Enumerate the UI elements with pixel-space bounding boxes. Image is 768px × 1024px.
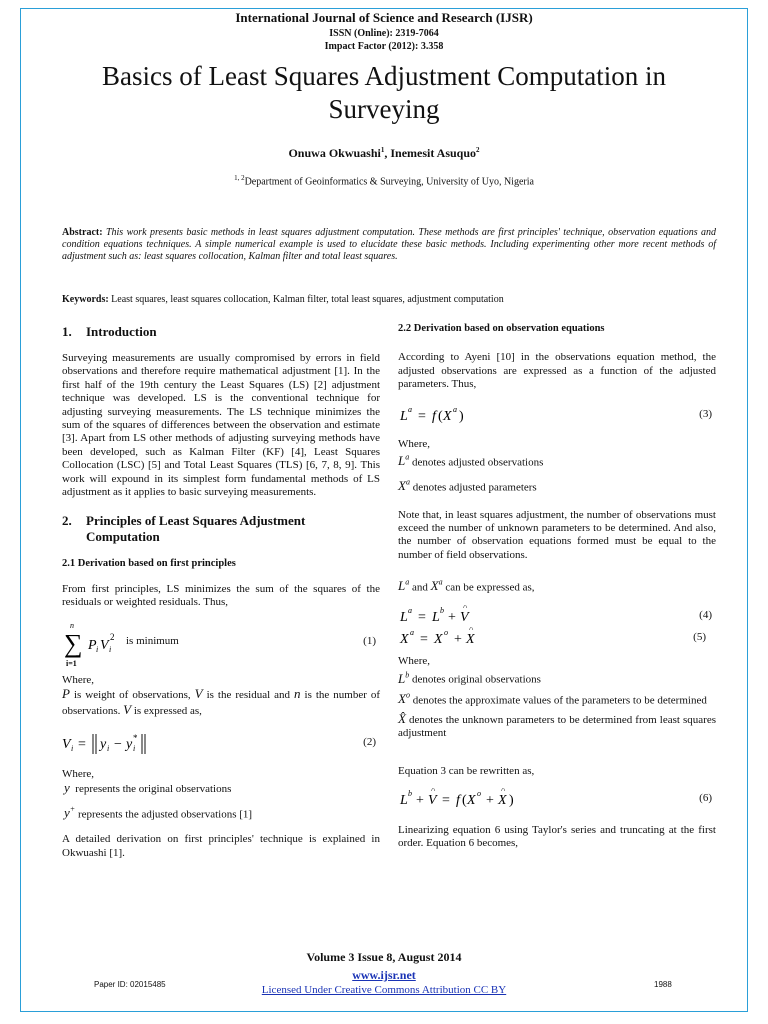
affiliation xyxy=(0,174,768,187)
svg-text:−: − xyxy=(114,736,122,752)
subsection-2-2-paragraph: According to Ayeni [10] in the observations equation method, the adjusted observations are expressed as a function of the adjusted parameters. Thus, xyxy=(398,351,716,391)
svg-text:X: X xyxy=(467,792,476,808)
license-link[interactable]: Licensed Under Creative Commons Attribution CC BY xyxy=(261,984,507,996)
section-1-number: 1. xyxy=(62,324,72,339)
equation-4 xyxy=(398,605,716,627)
svg-text:P: P xyxy=(88,637,97,653)
xhat-definition: X̂ denotes the unknown parameters to be determined from least squares adjustment xyxy=(398,710,716,740)
p-def-a: is weight of observations, xyxy=(73,689,191,702)
volume-issue: Volume 3 Issue 8, August 2014 xyxy=(306,950,462,964)
svg-text:a: a xyxy=(408,605,412,615)
section-2-number: 2. xyxy=(62,513,72,529)
journal-name: International Journal of Science and Research (IJSR) xyxy=(235,10,533,25)
equation-3-formula xyxy=(398,404,518,428)
abstract xyxy=(62,227,716,263)
equation-6-number: (6) xyxy=(699,791,712,804)
svg-text:+: + xyxy=(486,792,494,808)
equation-3 xyxy=(398,404,716,430)
svg-text:a: a xyxy=(408,404,412,414)
subsection-2-1-heading: 2.1 Derivation based on first principles xyxy=(62,558,236,570)
la-definition: $L^a$ denotes adjusted observations xyxy=(398,453,544,469)
abstract-label: Abstract: xyxy=(62,227,103,238)
svg-text:): ) xyxy=(459,408,464,424)
equation-2-formula xyxy=(62,730,222,758)
svg-text:V: V xyxy=(428,792,437,808)
svg-text:=: = xyxy=(420,631,428,647)
svg-text:=: = xyxy=(78,736,86,752)
lb-desc: denotes original observations xyxy=(411,673,541,686)
svg-text:V: V xyxy=(62,736,71,752)
svg-text:b: b xyxy=(408,788,412,798)
svg-text:^: ^ xyxy=(501,787,506,795)
svg-text:i: i xyxy=(71,743,74,753)
svg-text:=: = xyxy=(442,792,450,808)
page-number: 1988 xyxy=(654,980,672,989)
y-desc: represents the original observations xyxy=(75,783,232,796)
xhat-desc: denotes the unknown parameters to be determined from least squares adjustment xyxy=(398,713,716,740)
svg-text:b: b xyxy=(440,605,444,615)
subsection-2-2-heading: 2.2 Derivation based on observation equations xyxy=(398,323,605,334)
svg-text:+: + xyxy=(454,631,462,647)
svg-text:): ) xyxy=(509,792,514,808)
keywords-label: Keywords: xyxy=(62,294,109,305)
svg-text:f: f xyxy=(456,792,460,808)
equation-5 xyxy=(398,627,716,649)
svg-text:^: ^ xyxy=(463,604,468,612)
equation-3-number: (3) xyxy=(699,407,712,420)
svg-text:=: = xyxy=(418,609,426,625)
affiliation-text: Department of Geoinformatics & Surveying, University of Uyo, Nigeria xyxy=(244,176,534,188)
ystar-definition: y+ represents the adjusted observations [1] xyxy=(64,804,253,821)
svg-text:*: * xyxy=(133,732,138,743)
svg-text:V: V xyxy=(460,609,469,625)
author-2-sup: 2 xyxy=(476,146,480,154)
where-3: Where, xyxy=(398,437,431,450)
equation-1-number: (1) xyxy=(363,634,376,647)
svg-text:y: y xyxy=(126,736,133,752)
left-column xyxy=(62,324,380,860)
svg-text:V: V xyxy=(100,637,109,653)
author-1-sup: 1 xyxy=(380,146,385,154)
subsection-2-1-paragraph: From first principles, LS minimizes the sum of the squares of the residuals or weighted residuals. Thus, xyxy=(62,582,380,609)
svg-text:∑: ∑ xyxy=(64,628,83,658)
svg-text:i: i xyxy=(109,644,112,654)
section-1-heading xyxy=(62,324,380,340)
la-desc: denotes adjusted observations xyxy=(411,456,544,469)
p-def-c: is the xyxy=(304,689,330,702)
svg-text:X: X xyxy=(443,408,452,424)
equation-1-note: is minimum xyxy=(126,634,179,647)
authors: Onuwa Okwuashi$^1$, Inemesit Asuquo$^2$ xyxy=(288,146,480,160)
journal-url-link[interactable]: www.ijsr.net xyxy=(352,968,416,982)
la-xa-expressed: $L^a$ and $X^a$ can be expressed as, xyxy=(398,578,535,594)
symbol-definitions: P is weight of observations, V is the residual and n is the number of observations. V is expressed as, xyxy=(62,686,381,717)
and-word: and xyxy=(411,581,428,594)
svg-text:=: = xyxy=(418,408,426,424)
abstract-text: This work presents basic methods in least squares adjustment computation. These methods are first principles' technique, observation equations and condition equations techniques. A simple numerical example is used to elucidate these basic methods. Including experimenting other more recent methods of adjustment such as: least squares collocation, Kalman filter and total least squares. xyxy=(62,227,717,262)
ystar-desc: represents the adjusted observations [1] xyxy=(77,808,253,821)
eq3-rewrite: Equation 3 can be rewritten as, xyxy=(398,764,535,777)
svg-text:X: X xyxy=(466,631,475,647)
svg-text:a: a xyxy=(453,404,457,414)
svg-text:+: + xyxy=(448,609,456,625)
author-1: Onuwa Okwuashi xyxy=(288,146,381,160)
svg-text:o: o xyxy=(477,788,481,798)
svg-text:L: L xyxy=(400,609,408,625)
equation-1 xyxy=(62,618,380,670)
can-be-expressed: can be expressed as, xyxy=(445,581,535,594)
svg-text:i: i xyxy=(107,743,110,753)
section-2-title-b: Computation xyxy=(86,529,160,545)
where-2: Where, xyxy=(62,767,95,780)
linearizing-paragraph: Linearizing equation 6 using Taylor's series and truncating at the first order. Equation 6 becomes, xyxy=(398,823,716,850)
equation-5-number: (5) xyxy=(693,630,706,643)
final-paragraph: A detailed derivation on first principles' technique is explained in Okwuashi [1]. xyxy=(62,833,380,859)
paper-title xyxy=(0,60,768,126)
svg-text:(: ( xyxy=(438,408,443,424)
p-def-e: is expressed as, xyxy=(133,704,202,717)
impact-factor: Impact Factor (2012): 3.358 xyxy=(324,41,444,52)
svg-text:X: X xyxy=(434,631,443,647)
title-line-2: Surveying xyxy=(328,94,440,124)
svg-text:o: o xyxy=(444,627,448,637)
svg-text:L: L xyxy=(400,792,408,808)
svg-text:X: X xyxy=(400,631,409,647)
xo-definition: $X^o$ denotes the approximate values of the parameters to be determined xyxy=(398,691,707,707)
svg-text:i: i xyxy=(133,743,136,753)
p-def-d: number of observations. xyxy=(62,689,381,717)
y-definition: y represents the original observations xyxy=(64,780,232,796)
xa-desc: denotes adjusted parameters xyxy=(412,481,537,494)
section-2-title-a: Principles of Least Squares Adjustment xyxy=(86,513,306,529)
svg-text:a: a xyxy=(410,627,414,637)
equation-6-formula xyxy=(398,788,578,812)
svg-text:2: 2 xyxy=(110,631,115,642)
intro-paragraph: Surveying measurements are usually compromised by errors in field observations and therefore require mathematical adjustment [1]. In the first half of the 19th century the Least Squares (LS) [2] adjustment technique was developed. LS is the conventional technique for adjusting surveying measurements. The LS technique minimizes the sum of the squares of differences between the observation and estimate [3]. Apart from LS other methods of adjusting surveying methods have been developed, such as Kalman Filter (KF) [4], Least Squares Collocation (LSC) [5] and Total Least Squares (TLS) [6, 7, 8, 9]. This work will expound in its simplest form fundamental methods of LS adjustment as it applies to basic surveying measurements. xyxy=(62,352,380,499)
equation-2-number: (2) xyxy=(363,735,376,748)
affiliation-sup: 1, 2 xyxy=(234,174,245,182)
xo-desc: denotes the approximate values of the parameters to be determined xyxy=(412,694,707,707)
svg-text:n: n xyxy=(70,620,74,630)
keywords xyxy=(62,294,716,305)
svg-text:i: i xyxy=(96,644,99,654)
svg-text:X: X xyxy=(498,792,507,808)
where-1: Where, xyxy=(62,673,95,686)
p-def-b: is the residual and xyxy=(206,689,291,702)
equation-6 xyxy=(398,788,716,814)
svg-text:L: L xyxy=(432,609,440,625)
equation-4-formula xyxy=(398,605,538,627)
issn: ISSN (Online): 2319-7064 xyxy=(329,28,439,39)
svg-text:i=1: i=1 xyxy=(66,658,77,668)
xa-definition: $X^a$ denotes adjusted parameters xyxy=(398,477,537,494)
where-4: Where, xyxy=(398,654,431,667)
right-column xyxy=(398,322,716,851)
lb-definition: $L^b$ denotes original observations xyxy=(398,670,541,686)
title-line-1: Basics of Least Squares Adjustment Computation in xyxy=(102,61,666,91)
paper-id: Paper ID: 02015485 xyxy=(94,980,166,989)
section-1-title: Introduction xyxy=(86,324,157,339)
svg-text:(: ( xyxy=(462,792,467,808)
author-2: Inemesit Asuquo xyxy=(390,146,477,160)
section-2-heading xyxy=(62,513,380,545)
svg-text:^: ^ xyxy=(431,787,436,795)
keywords-text: Least squares, least squares collocation, Kalman filter, total least squares, adjustment computation xyxy=(111,294,504,305)
svg-text:+: + xyxy=(416,792,424,808)
equation-4-number: (4) xyxy=(699,608,712,621)
svg-text:f: f xyxy=(432,408,436,424)
svg-text:y: y xyxy=(100,736,107,752)
note-paragraph: Note that, in least squares adjustment, the number of observations must exceed the number of unknown parameters to be determined. And also, the number of observation equations formed must be equal to the number of field observations. xyxy=(398,508,716,561)
svg-text:^: ^ xyxy=(469,626,474,634)
svg-text:L: L xyxy=(400,408,408,424)
equation-5-formula xyxy=(398,627,538,649)
equation-2 xyxy=(62,730,380,762)
